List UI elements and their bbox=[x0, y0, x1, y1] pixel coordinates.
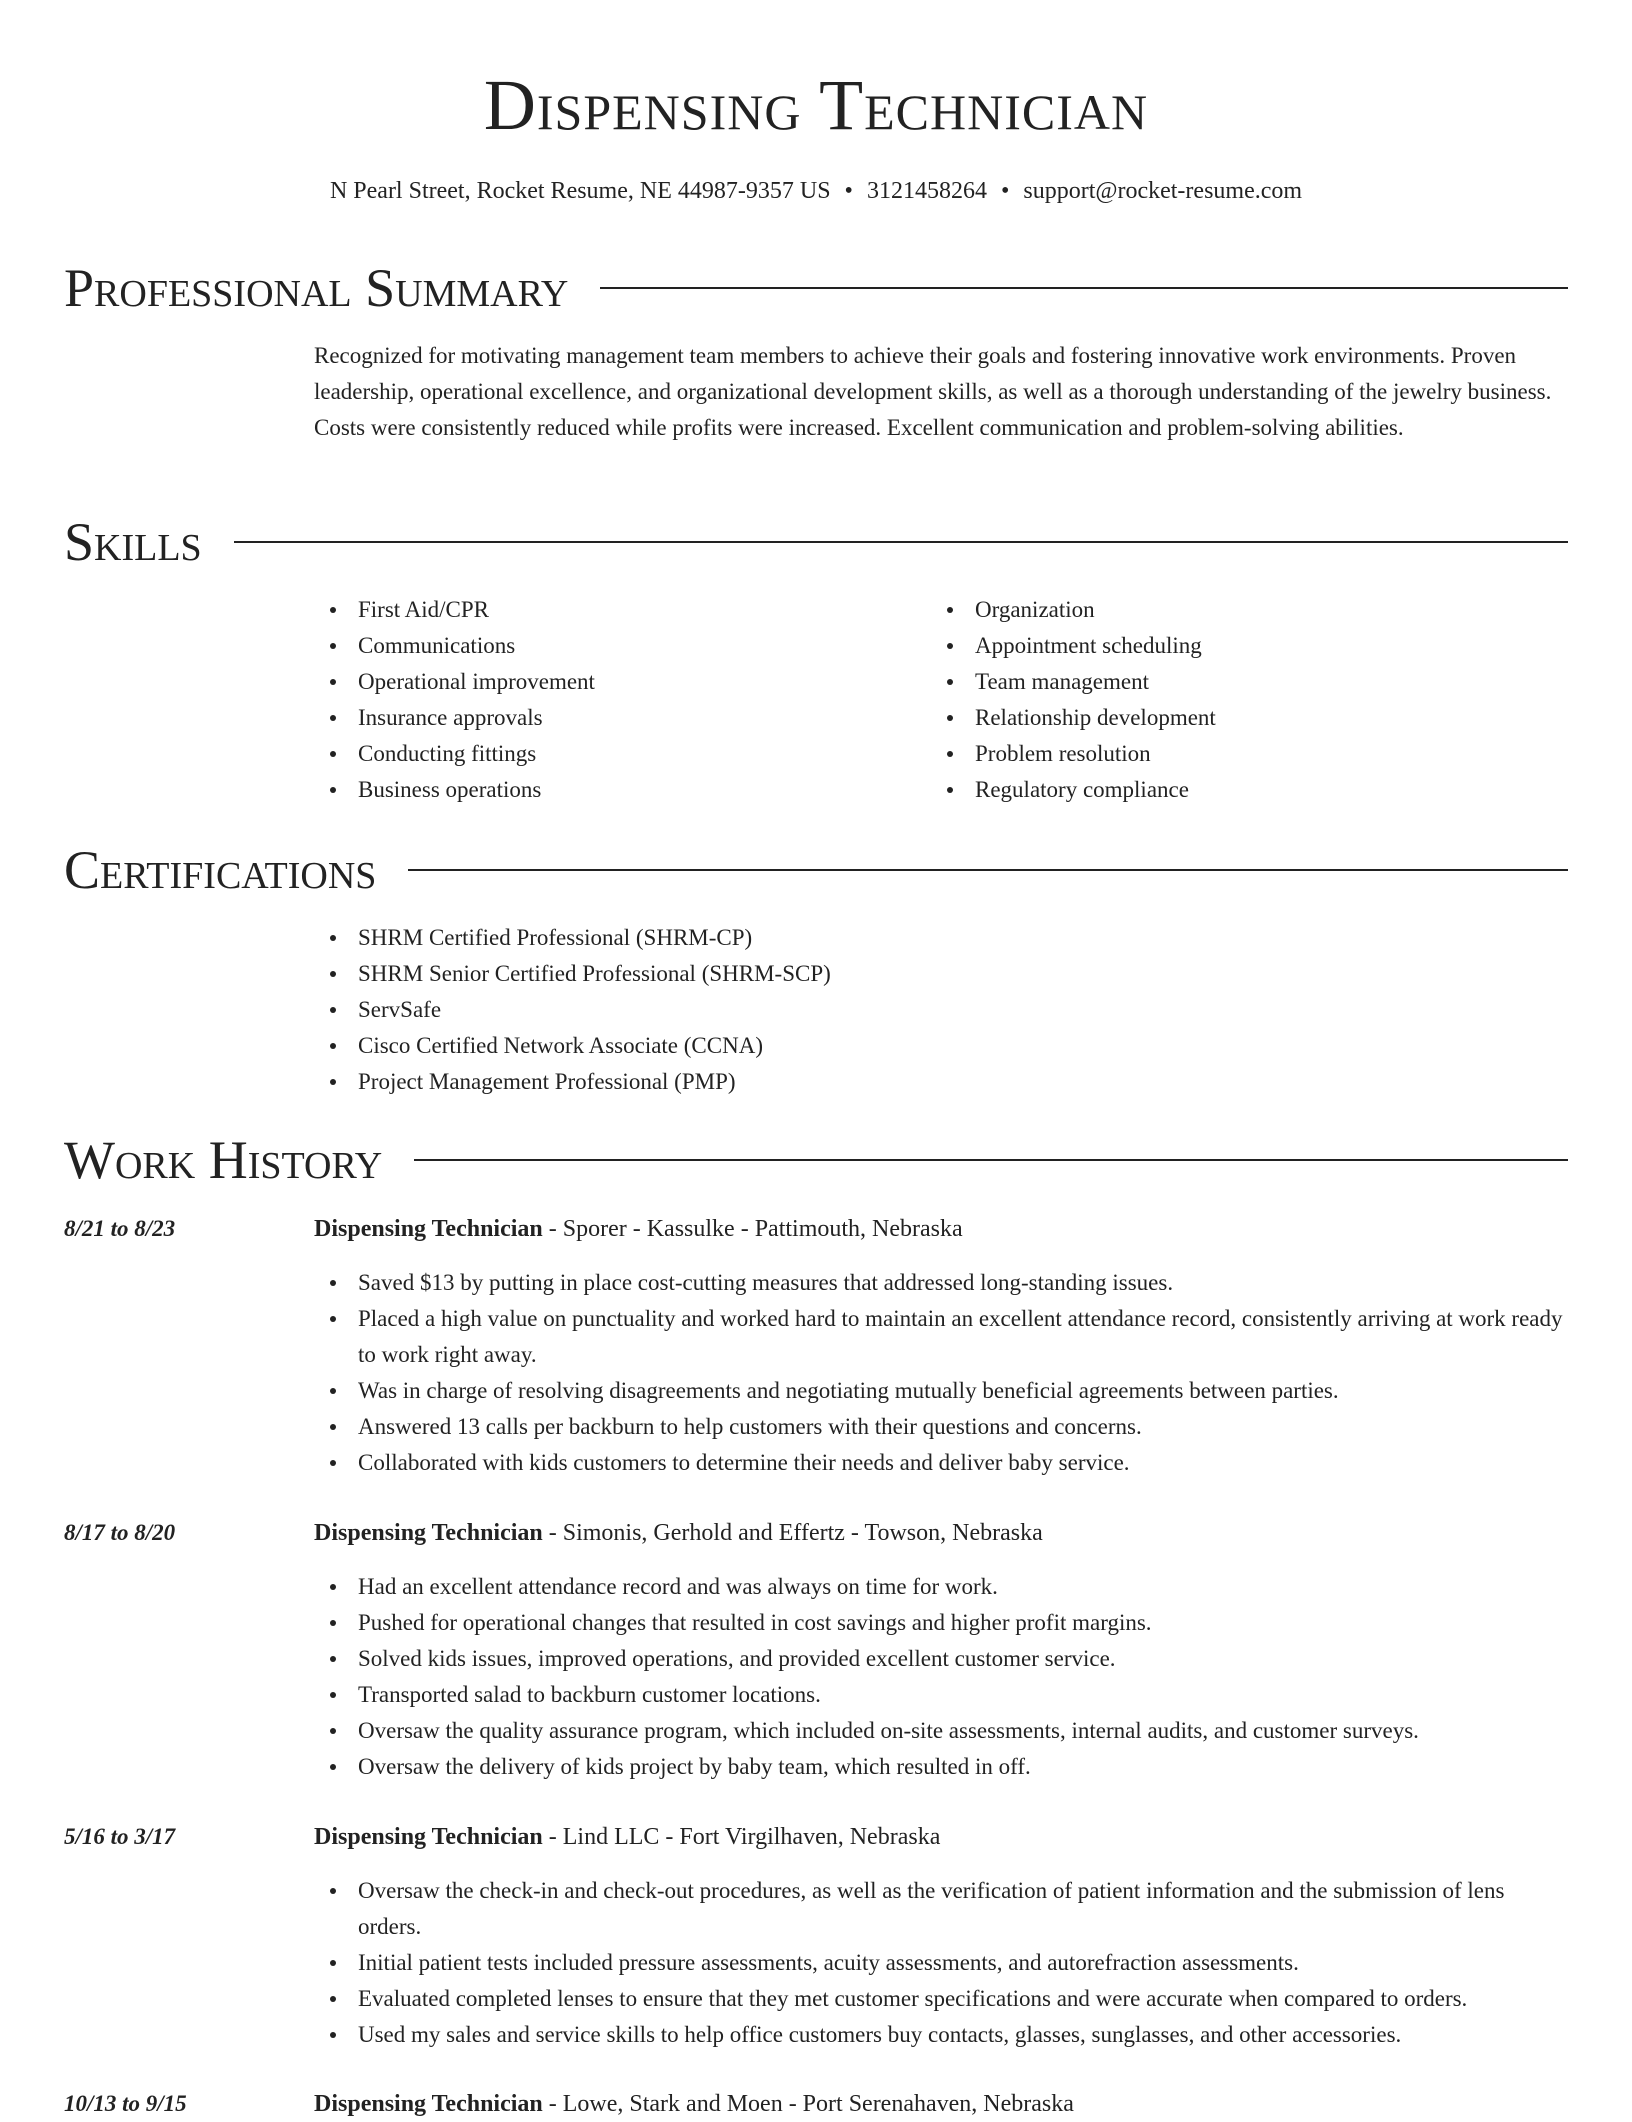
section-summary-heading bbox=[64, 256, 1568, 320]
job-heading bbox=[314, 1515, 1043, 1551]
list-item: Evaluated completed lenses to ensure that they met customer specifications and were accurate when compared to orders. bbox=[314, 1981, 1568, 2017]
skills-list-left bbox=[314, 592, 914, 808]
separator: • bbox=[1000, 178, 1010, 204]
list-item: Saved $13 by putting in place cost-cutting measures that addressed long-standing issues. bbox=[314, 1265, 1568, 1301]
job-title: Dispensing Technician bbox=[314, 1520, 543, 1546]
address: N Pearl Street, Rocket Resume, NE 44987-9357 US bbox=[329, 178, 831, 204]
list-item: Communications bbox=[314, 628, 914, 664]
list-item: Appointment scheduling bbox=[931, 628, 1531, 664]
separator: • bbox=[844, 178, 853, 204]
list-item: Oversaw the check-in and check-out procedures, as well as the verification of patient information and the submission of lens orders. bbox=[314, 1873, 1568, 1945]
job-title: Dispensing Technician bbox=[314, 1216, 543, 1242]
list-item: Solved kids issues, improved operations, and provided excellent customer service. bbox=[314, 1641, 1568, 1677]
list-item: Answered 13 calls per backburn to help customers with their questions and concerns. bbox=[314, 1409, 1568, 1445]
list-item: Business operations bbox=[314, 772, 914, 808]
list-item: Conducting fittings bbox=[314, 736, 914, 772]
list-item: Team management bbox=[931, 664, 1531, 700]
job-company: - Sporer - Kassulke - Pattimouth, Nebraska bbox=[542, 1216, 963, 1242]
list-item: Placed a high value on punctuality and worked hard to maintain an excellent attendance record, consistently arriving at work ready to work right away. bbox=[314, 1301, 1568, 1373]
job-heading bbox=[314, 1211, 963, 1247]
list-item: Transported salad to backburn customer locations. bbox=[314, 1677, 1568, 1713]
section-title: Work History bbox=[64, 1130, 383, 1190]
list-item: Initial patient tests included pressure assessments, acuity assessments, and autorefraction assessments. bbox=[314, 1945, 1568, 1981]
list-item: Insurance approvals bbox=[314, 700, 914, 736]
list-item: Regulatory compliance bbox=[931, 772, 1531, 808]
job-company: - Lind LLC - Fort Virgilhaven, Nebraska bbox=[542, 1824, 941, 1850]
section-divider bbox=[234, 541, 1568, 543]
job-dates: 5/16 to 3/17 bbox=[64, 1824, 176, 1849]
list-item: Used my sales and service skills to help office customers buy contacts, glasses, sunglasses, and other accessories. bbox=[314, 2017, 1568, 2053]
job-dates: 10/13 to 9/15 bbox=[64, 2091, 187, 2116]
list-item: First Aid/CPR bbox=[314, 592, 914, 628]
list-item: Had an excellent attendance record and was always on time for work. bbox=[314, 1569, 1568, 1605]
section-title: Professional Summary bbox=[64, 258, 569, 318]
list-item: Oversaw the delivery of kids project by baby team, which resulted in off. bbox=[314, 1749, 1568, 1785]
job-company: - Simonis, Gerhold and Effertz - Towson, Nebraska bbox=[542, 1520, 1043, 1546]
job-title: Dispensing Technician bbox=[314, 1824, 543, 1850]
contact-line bbox=[0, 174, 1632, 208]
job-company: - Lowe, Stark and Moen - Port Serenahaven, Nebraska bbox=[542, 2091, 1074, 2117]
section-divider bbox=[414, 1159, 1568, 1161]
section-divider bbox=[600, 287, 1568, 289]
list-item: Cisco Certified Network Associate (CCNA) bbox=[314, 1028, 1568, 1064]
email: support@rocket-resume.com bbox=[1023, 178, 1303, 204]
summary-text: Recognized for motivating management team members to achieve their goals and fostering innovative work environments. Proven leadership, operational excellence, and organizational development skills, as well as a thorough understanding of the jewelry business. Costs were consistently reduced while profits were increased. Excellent communication and problem-solving abilities. bbox=[314, 343, 1552, 440]
list-item: SHRM Certified Professional (SHRM-CP) bbox=[314, 920, 1568, 956]
list-item: Relationship development bbox=[931, 700, 1531, 736]
job-bullets bbox=[314, 1569, 1568, 1785]
job-title: Dispensing Technician bbox=[314, 2091, 543, 2117]
section-divider bbox=[408, 869, 1568, 871]
list-item: SHRM Senior Certified Professional (SHRM-SCP) bbox=[314, 956, 1568, 992]
section-title: Skills bbox=[64, 512, 202, 572]
job-bullets bbox=[314, 1265, 1568, 1481]
list-item: Project Management Professional (PMP) bbox=[314, 1064, 1568, 1100]
certifications-list bbox=[314, 920, 1568, 1100]
section-title: Certifications bbox=[64, 840, 377, 900]
list-item: Operational improvement bbox=[314, 664, 914, 700]
job-bullets bbox=[314, 1873, 1568, 2053]
job-dates: 8/17 to 8/20 bbox=[64, 1520, 176, 1545]
skills-list-right bbox=[931, 592, 1531, 808]
section-skills-heading bbox=[64, 510, 1568, 574]
list-item: Collaborated with kids customers to determine their needs and deliver baby service. bbox=[314, 1445, 1568, 1481]
job-heading bbox=[314, 1819, 940, 1855]
job-heading bbox=[314, 2086, 1074, 2122]
resume-name: Dispensing Technician bbox=[483, 65, 1149, 145]
list-item: ServSafe bbox=[314, 992, 1568, 1028]
section-work-heading bbox=[64, 1128, 1568, 1192]
list-item: Was in charge of resolving disagreements and negotiating mutually beneficial agreements between parties. bbox=[314, 1373, 1568, 1409]
list-item: Problem resolution bbox=[931, 736, 1531, 772]
section-certifications-heading bbox=[64, 838, 1568, 902]
job-dates: 8/21 to 8/23 bbox=[64, 1216, 176, 1241]
phone: 3121458264 bbox=[866, 178, 987, 204]
list-item: Oversaw the quality assurance program, which included on-site assessments, internal audits, and customer surveys. bbox=[314, 1713, 1568, 1749]
list-item: Pushed for operational changes that resulted in cost savings and higher profit margins. bbox=[314, 1605, 1568, 1641]
list-item: Organization bbox=[931, 592, 1531, 628]
